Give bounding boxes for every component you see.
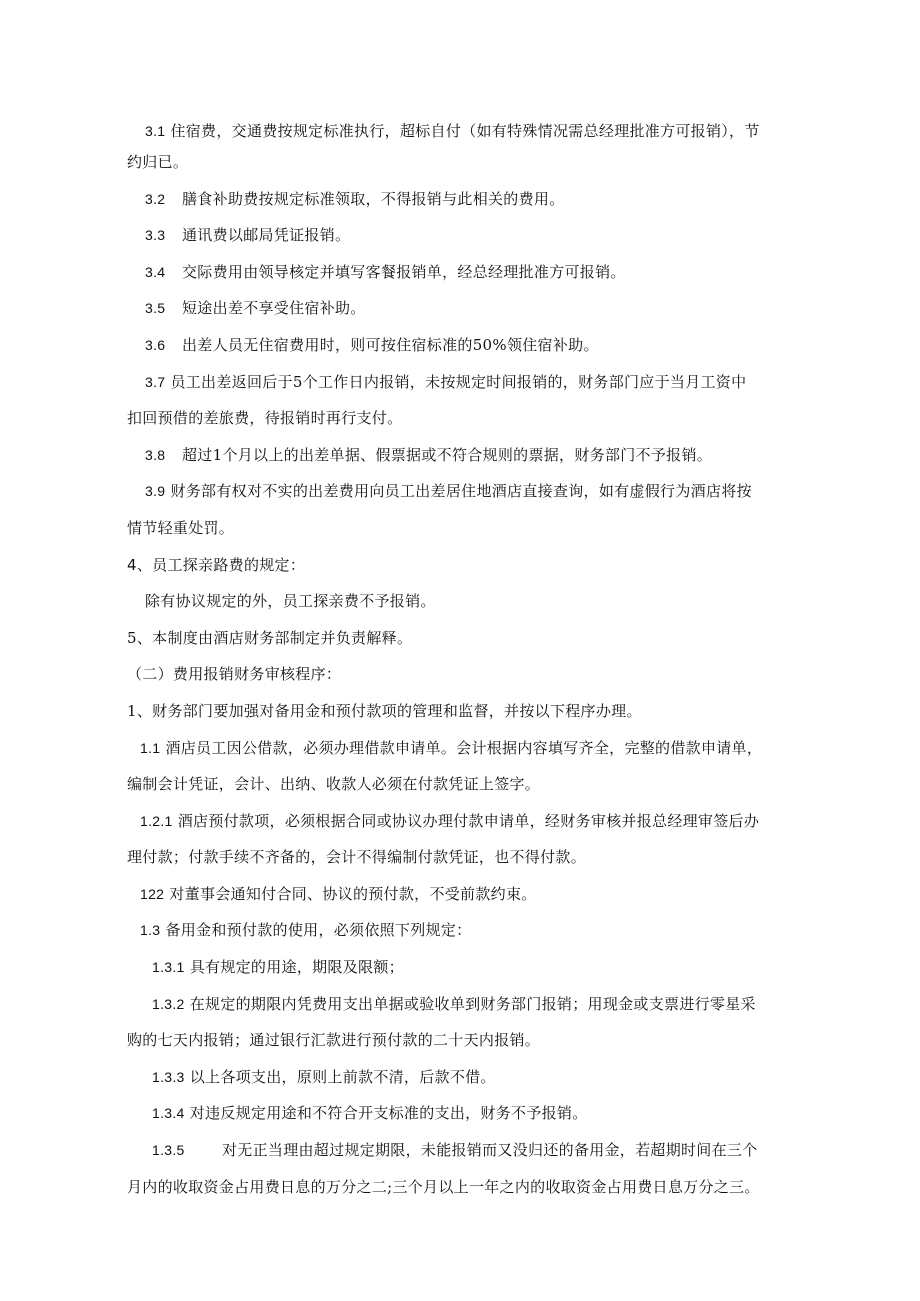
section-heading <box>127 662 807 699</box>
paragraph-line <box>127 736 807 773</box>
paragraph-line <box>127 809 807 846</box>
clause-number: 1.3.5 <box>152 1142 185 1159</box>
paragraph-line <box>127 955 807 992</box>
clause-text: 除有协议规定的外，员工探亲费不予报销。 <box>145 592 436 611</box>
paragraph-line <box>127 992 807 1029</box>
paragraph-line <box>127 119 807 150</box>
clause-text: （二）费用报销财务审核程序： <box>127 665 342 684</box>
paragraph-line <box>127 1138 807 1175</box>
clause-number: 1.2.1 <box>140 812 173 829</box>
clause-text: 超过1个月以上的出差单据、假票据或不符合规则的票据，财务部门不予报销。 <box>182 445 713 464</box>
paragraph-line <box>127 296 807 333</box>
paragraph-line <box>127 443 807 480</box>
clause-text: 5、本制度由酒店财务部制定并负责解释。 <box>127 628 413 647</box>
clause-text: 员工出差返回后于5个工作日内报销，未按规定时间报销的，财务部门应于当月工资中 <box>170 372 747 391</box>
clause-text: 对违反规定用途和不符合开支标准的支出，财务不予报销。 <box>189 1104 588 1123</box>
clause-text: 备用金和预付款的使用，必须依照下列规定： <box>165 921 472 940</box>
paragraph-line <box>127 882 807 919</box>
clause-text: 酒店员工因公借款，必须办理借款申请单。会计根据内容填写齐全，完整的借款申请单， <box>165 738 763 757</box>
clause-text: 短途出差不享受住宿补助。 <box>182 299 366 318</box>
clause-number: 3.5 <box>145 300 166 317</box>
clause-number: 3.8 <box>145 446 166 463</box>
clause-number: 3.6 <box>145 336 166 353</box>
clause-number: 1.3.4 <box>152 1105 185 1122</box>
clause-number: 3.4 <box>145 263 166 280</box>
clause-number: 3.9 <box>145 483 166 500</box>
clause-text: 约归已。 <box>127 153 189 171</box>
clause-text: 4、员工探亲路费的规定： <box>127 555 306 574</box>
paragraph-line <box>127 333 807 370</box>
document-body <box>127 119 807 1211</box>
paragraph-line <box>127 589 807 626</box>
clause-text: 酒店预付款项，必须根据合同或协议办理付款申请单，经财务审核并报总经理审签后办 <box>177 811 760 830</box>
paragraph-line <box>127 187 807 224</box>
paragraph-line <box>127 845 807 882</box>
paragraph-line <box>127 223 807 260</box>
paragraph-line <box>127 626 807 663</box>
clause-number: 1.3.1 <box>152 959 185 976</box>
clause-text: 编制会计凭证，会计、出纳、收款人必须在付款凭证上签字。 <box>127 775 541 794</box>
paragraph-line <box>127 1065 807 1102</box>
clause-number: 1.3 <box>140 922 161 939</box>
clause-text: 1、财务部门要加强对备用金和预付款项的管理和监督，并按以下程序办理。 <box>127 701 642 720</box>
paragraph-line <box>127 1028 807 1065</box>
clause-number: 1.1 <box>140 739 161 756</box>
clause-number: 1.3.2 <box>152 995 185 1012</box>
clause-text: 在规定的期限内凭费用支出单据或验收单到财务部门报销；用现金或支票进行零星采 <box>189 994 756 1013</box>
clause-text: 以上各项支出，原则上前款不清，后款不借。 <box>189 1067 496 1086</box>
clause-text: 出差人员无住宿费用时，则可按住宿标准的50%领住宿补助。 <box>182 335 599 354</box>
clause-number: 1.3.3 <box>152 1068 185 1085</box>
clause-number: 3.2 <box>145 190 166 207</box>
paragraph-line <box>127 479 807 516</box>
clause-text: 情节轻重处罚。 <box>127 518 235 537</box>
clause-number: 3.7 <box>145 373 166 390</box>
paragraph-line <box>127 1101 807 1138</box>
clause-text: 膳食补助费按规定标准领取，不得报销与此相关的费用。 <box>182 189 565 208</box>
clause-text: 具有规定的用途，期限及限额； <box>189 958 404 977</box>
clause-text: 理付款；付款手续不齐备的，会计不得编制付款凭证，也不得付款。 <box>127 848 587 867</box>
clause-text: 扣回预借的差旅费，待报销时再行支付。 <box>127 409 403 428</box>
clause-text: 住宿费，交通费按规定标准执行，超标自付（如有特殊情况需总经理批准方可报销），节 <box>170 122 760 140</box>
paragraph-line <box>127 406 807 443</box>
clause-number: 122 <box>140 885 165 902</box>
clause-text: 购的七天内报销；通过银行汇款进行预付款的二十天内报销。 <box>127 1031 541 1050</box>
clause-text: 财务部有权对不实的出差费用向员工出差居住地酒店直接查询，如有虚假行为酒店将按 <box>170 482 752 501</box>
section-heading <box>127 553 807 590</box>
clause-text: 对无正当理由超过规定期限，未能报销而又没归还的备用金，若超期时间在三个 <box>222 1141 758 1160</box>
paragraph-line <box>127 1175 807 1212</box>
clause-number: 3.3 <box>145 227 166 244</box>
clause-text: 月内的收取资金占用费日息的万分之二;三个月以上一年之内的收取资金占用费日息万分之三。 <box>127 1177 760 1196</box>
paragraph-line <box>127 699 807 736</box>
clause-text: 交际费用由领导核定并填写客餐报销单，经总经理批准方可报销。 <box>182 262 626 281</box>
paragraph-line <box>127 370 807 407</box>
clause-number: 3.1 <box>145 123 166 139</box>
paragraph-line <box>127 772 807 809</box>
clause-text: 通讯费以邮局凭证报销。 <box>182 226 351 245</box>
paragraph-line <box>127 260 807 297</box>
paragraph-line <box>127 150 807 187</box>
clause-text: 对董事会通知付合同、协议的预付款，不受前款约束。 <box>169 884 537 903</box>
paragraph-line <box>127 918 807 955</box>
paragraph-line <box>127 516 807 553</box>
